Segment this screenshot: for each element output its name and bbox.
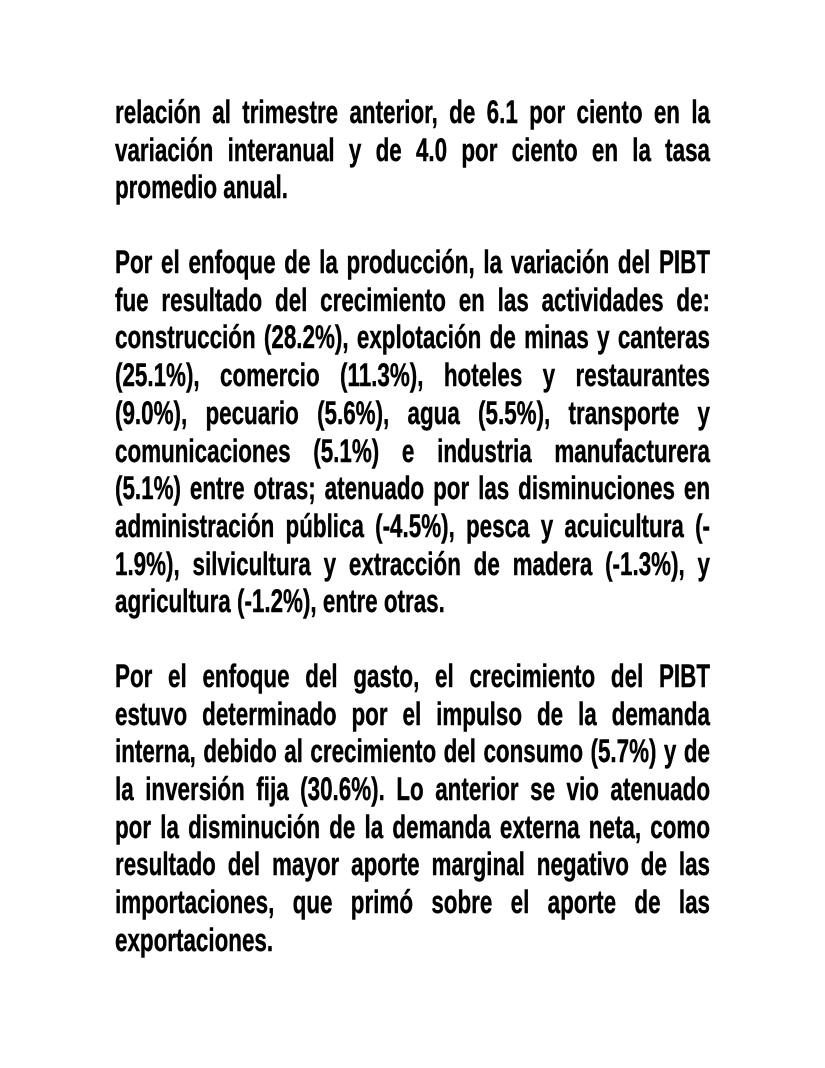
text-line: construcción (28.2%), explotación de minas y canteras xyxy=(115,319,710,356)
text-line: estuvo determinado por el impulso de la demanda xyxy=(115,695,710,732)
text-line: por la disminución de la demanda externa neta, como xyxy=(115,808,710,845)
text-line: relación al trimestre anterior, de 6.1 por ciento en la xyxy=(115,94,710,130)
text-line: interna, debido al crecimiento del consumo (5.7%) y de xyxy=(115,733,710,770)
text-line: (9.0%), pecuario (5.6%), agua (5.5%), transporte y xyxy=(115,394,710,431)
text-line: (5.1%) entre otras; atenuado por las disminuciones en xyxy=(115,470,710,507)
text-line: Por el enfoque del gasto, el crecimiento del PIBT xyxy=(115,657,710,694)
text-line: variación interanual y de 4.0 por ciento en la tasa xyxy=(115,131,710,168)
text-line: exportaciones. xyxy=(115,921,274,958)
text-line: resultado del mayor aporte marginal negativo de las xyxy=(115,846,710,883)
text-line: agricultura (-1.2%), entre otras. xyxy=(115,583,445,620)
document-body xyxy=(115,94,710,996)
text-line: administración pública (-4.5%), pesca y acuicultura (- xyxy=(115,507,710,544)
text-line: fue resultado del crecimiento en las actividades de: xyxy=(115,281,710,318)
text-line: importaciones, que primó sobre el aporte de las xyxy=(115,884,710,921)
text-line: Por el enfoque de la producción, la variación del PIBT xyxy=(115,244,710,281)
text-line: promedio anual. xyxy=(115,169,288,206)
paragraph-3 xyxy=(115,658,710,960)
paragraph-2 xyxy=(115,244,710,621)
text-line: la inversión fija (30.6%). Lo anterior se vio atenuado xyxy=(115,771,710,807)
text-line: (25.1%), comercio (11.3%), hoteles y restaurantes xyxy=(115,357,710,394)
text-line: comunicaciones (5.1%) e industria manufacturera xyxy=(115,432,710,469)
text-line: 1.9%), silvicultura y extracción de madera (-1.3%), y xyxy=(115,545,710,582)
paragraph-1 xyxy=(115,94,710,207)
